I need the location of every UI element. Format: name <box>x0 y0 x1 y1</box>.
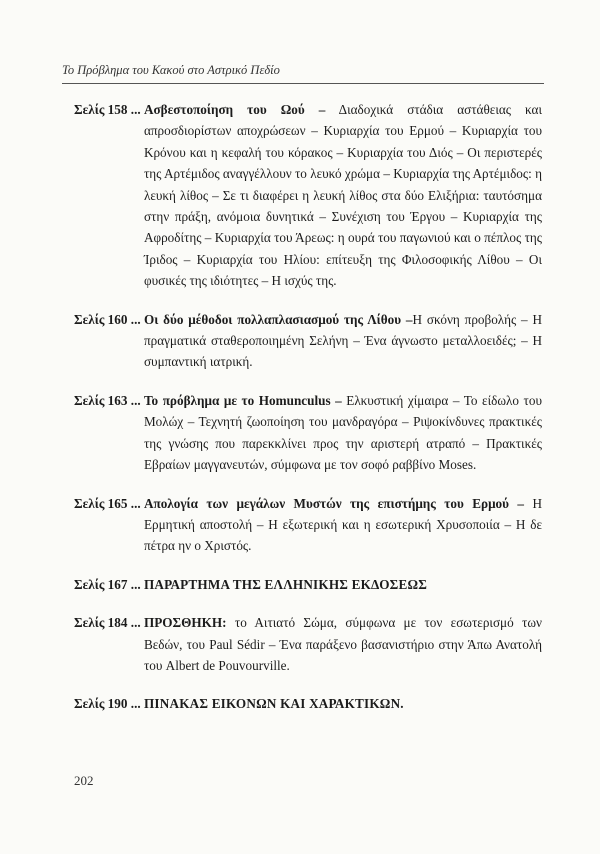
entry-page-label: Σελίς 160 <box>74 311 128 327</box>
contents-entry-165 <box>74 493 542 557</box>
entry-dots: ... <box>127 311 144 327</box>
entry-dots: ... <box>127 102 144 117</box>
entry-description: Η Ερμητική αποστολή – Η εξωτερική και η εσωτερική Χρυσοποιία – Η δε πέτρα ην ο Χριστός. <box>143 495 542 554</box>
page-number: 202 <box>74 773 94 788</box>
entry-text <box>144 574 542 595</box>
entry-page-label: Σελίς 167 <box>74 576 128 592</box>
entry-page-label: Σελίς 165 <box>74 495 128 511</box>
entry-text <box>144 493 542 557</box>
entry-title: ΠΙΝΑΚΑΣ ΕΙΚΟΝΩΝ ΚΑΙ ΧΑΡΑΚΤΙΚΩΝ. <box>143 696 404 712</box>
entry-text <box>144 612 542 676</box>
contents-entry-190 <box>74 693 542 714</box>
entry-title: Το πρόβλημα με το Homunculus – <box>143 392 342 408</box>
entry-text <box>144 693 542 714</box>
entry-text <box>144 99 542 292</box>
contents-list <box>74 99 542 732</box>
entry-title: Οι δύο μέθοδοι πολλαπλασιασμού της Λίθου – <box>143 311 413 327</box>
contents-entry-163 <box>74 390 542 476</box>
entry-page-label: Σελίς 190 <box>74 696 128 712</box>
contents-entry-184 <box>74 612 542 676</box>
entry-dots: ... <box>127 495 144 511</box>
entry-text <box>144 309 542 373</box>
entry-description: Ελκυστική χίμαιρα – Το είδωλο του Μολώχ – Τεχνητή ζωοποίηση του μανδραγόρα – Ριψοκίνδυνες πρακτικές της γνώσης που παρεκκλίνει προς την αριστερή ατραπό – Πρακτικές Εβραίων μαγγανευτών, σύμφωνα με τον σοφό ραββίνο Moses. <box>143 392 542 473</box>
entry-title: ΠΑΡΑΡΤΗΜΑ ΤΗΣ ΕΛΛΗΝΙΚΗΣ ΕΚΔΟΣΕΩΣ <box>143 576 428 592</box>
entry-dots: ... <box>127 696 144 712</box>
entry-page-label: Σελίς 184 <box>74 615 128 631</box>
running-head: Το Πρόβλημα του Κακού στο Αστρικό Πεδίο <box>62 63 280 77</box>
contents-entry-158 <box>74 99 542 292</box>
entry-description: Διαδοχικά στάδια αστάθειας και απροσδιορίστων αποχρώσεων – Κυριαρχία του Ερμού – Κυριαρχία του Κρόνου και η κεφαλή του κόρακος – Κυριαρχία του Διός – Οι περιστερές της Αρτέμιδος αναγγέλλουν το λευκό χρώμα – Κυριαρχία της Αρτέμιδος: η λευκή λίθος – Σε τι διαφέρει η λευκή λίθος στα δύο Ελιξήρια: ταυτόσημα στην πράξη, ανόμοια δυνητικά – Συνέχιση του Έργου – Κυριαρχία της Αφροδίτης – Κυριαρχία του Άρεως: η ουρά του παγωνιού και ο πέπλος της Ίριδος – Κυριαρχία του Ηλίου: επίτευξη της Φιλοσοφικής Λίθου – Οι φυσικές της ιδιότητες – Η ισχύς της. <box>143 102 543 289</box>
entry-page-label: Σελίς 163 <box>74 392 128 408</box>
entry-dots: ... <box>127 615 144 631</box>
entry-title: Απολογία των μεγάλων Μυστών της επιστήμης του Ερμού – <box>143 495 525 511</box>
entry-page-label: Σελίς 158 <box>74 102 128 117</box>
entry-title: ΠΡΟΣΘΗΚΗ: <box>143 615 227 631</box>
entry-dots: ... <box>127 576 144 592</box>
entry-dots: ... <box>127 392 144 408</box>
entry-description: το Αιτιατό Σώμα, σύμφωνα με τον εσωτερισμό των Βεδών, του Paul Sédir – Ένα παράξενο βασανιστήριο στην Άπω Ανατολή του Albert de Pouvourville. <box>143 615 542 673</box>
contents-entry-167 <box>74 574 542 595</box>
entry-description: Η σκόνη προβολής – Η πραγματικά σταθεροποιημένη Σελήνη – Ένα άγνωστο μεταλλοειδές; – Η συμπαντική ιατρική. <box>143 311 542 370</box>
contents-entry-160 <box>74 309 542 373</box>
header-rule <box>62 83 544 84</box>
entry-text <box>144 390 542 476</box>
entry-title: Ασβεστοποίηση του Ωού – <box>143 102 326 117</box>
